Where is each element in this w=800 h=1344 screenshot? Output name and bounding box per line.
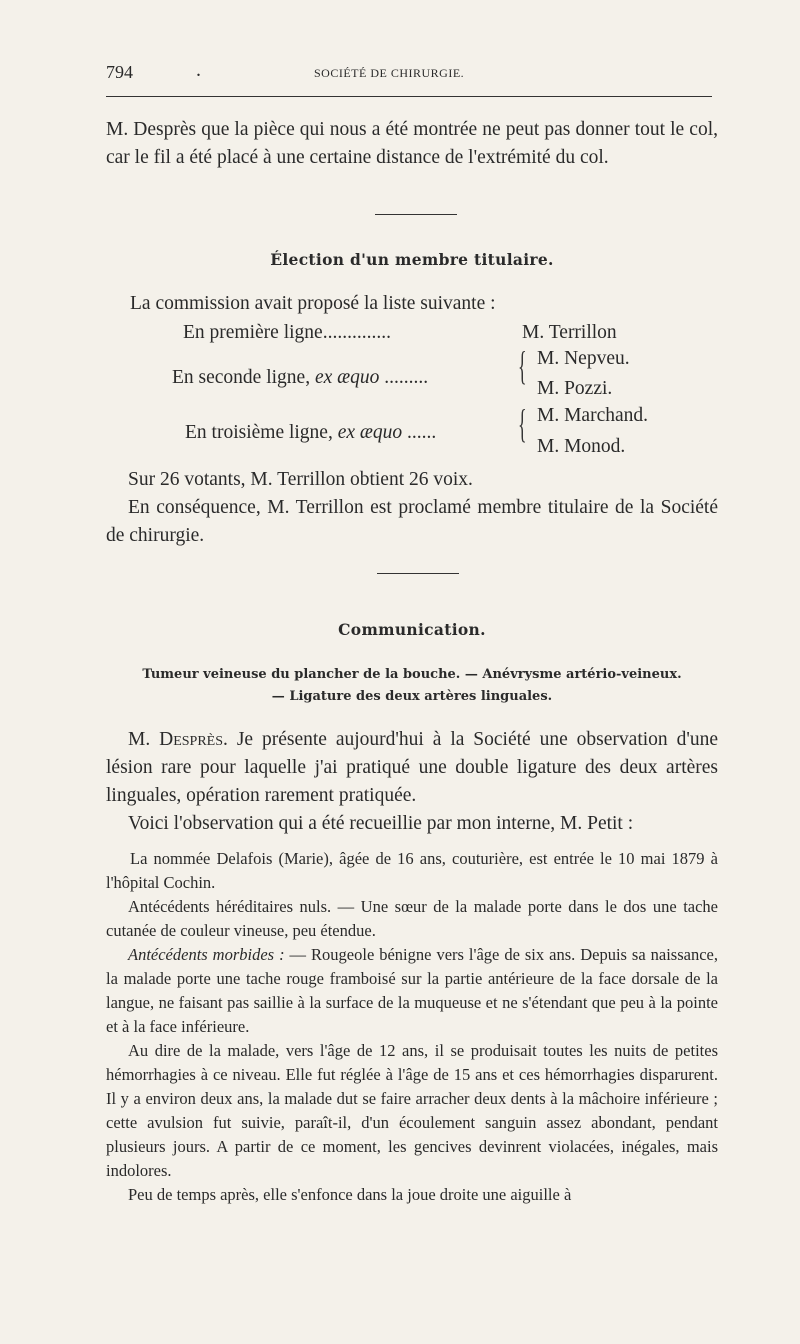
observation-paragraph: La nommée Delafois (Marie), âgée de 16 ans, couturière, est entrée le 10 mai 1879 à l'hôpital Cochin. (106, 849, 718, 892)
intro-block (106, 116, 718, 172)
row-label: En première ligne (183, 322, 323, 343)
row-dots: ......... (384, 367, 429, 388)
observation-paragraph (106, 943, 718, 1039)
page-header (106, 59, 712, 86)
list-row-third (185, 422, 436, 444)
observation-paragraph: Peu de temps après, elle s'enfonce dans la joue droite une aiguille à (128, 1185, 572, 1204)
header-dot: . (196, 59, 201, 81)
intro-paragraph: M. Desprès que la pièce qui nous a été montrée ne peut pas donner tout le col, car le fil a été placé à une certaine distance de l'extrémité du col. (106, 119, 718, 168)
communication-body (106, 726, 718, 838)
row-dots: ...... (407, 422, 437, 443)
section-divider (375, 214, 457, 215)
communication-subtitle (106, 664, 718, 708)
page-number: 794 (106, 62, 133, 82)
brace-icon: { (518, 401, 527, 446)
speaker-name: M. Desprès. (128, 729, 228, 750)
observation-paragraph: Au dire de la malade, vers l'âge de 12 ans, il se produisait toutes les nuits de petites hémorrhagies à ce niveau. Elle fut réglée à l'âge de 15 ans et ces hémorrhagies disparurent. Il y a environ deux ans, la malade dut se faire arracher deux dents à la mâchoire inférieure ; cette avulsion fut suivie, paraît-il, d'un écoulement sanguin assez abondant, pendant plusieurs jours. A partir de ce moment, les gencives devinrent violacées, inégales, mais indolores. (106, 1041, 718, 1180)
observation-intro: Voici l'observation qui a été recueillie par mon interne, M. Petit : (128, 813, 634, 834)
candidate-monod: M. Monod. (537, 436, 626, 457)
row-label: En troisième ligne, (185, 422, 333, 443)
votes-block (106, 466, 718, 550)
brace-icon: { (518, 343, 527, 388)
candidate-nepveu: M. Nepveu. (537, 348, 630, 369)
communication-title: Communication. (338, 620, 486, 639)
list-row-second (172, 367, 428, 389)
subtitle-line: — Ligature des deux artères linguales. (271, 689, 553, 704)
paragraph-text: — Rougeole bénigne vers l'âge de six ans. Depuis sa naissance, la malade porte une tache rouge framboisé sur la partie antérieure de la face dorsale de la langue, ne faisant pas saillie à la surface de la muqueuse et ne s'étendant que peu à la pointe et à la face inférieure. (106, 945, 718, 1036)
header-rule (106, 96, 712, 97)
result-paragraph: En conséquence, M. Terrillon est proclamé membre titulaire de la Société de chirurgie. (106, 497, 718, 546)
list-row-first (183, 322, 391, 344)
row-italic: ex æquo (314, 367, 380, 388)
observation-block (106, 847, 718, 1207)
election-title: Élection d'un membre titulaire. (270, 250, 554, 269)
paragraph-text: Je présente aujourd'hui à la Société une observation d'une lésion rare pour laquelle j'ai pratiqué une double ligature des deux artères linguales, opération rarement pratiquée. (106, 729, 718, 806)
candidate-terrillon: M. Terrillon (522, 322, 617, 343)
row-label: En seconde ligne, (172, 367, 311, 388)
election-lead: La commission avait proposé la liste suivante : (130, 293, 496, 314)
row-dots: .............. (322, 322, 391, 343)
observation-paragraph: Antécédents héréditaires nuls. — Une sœur de la malade porte dans le dos une tache cutanée de couleur vineuse, peu étendue. (106, 897, 718, 940)
votes-line: Sur 26 votants, M. Terrillon obtient 26 voix. (128, 469, 473, 490)
subtitle-line: Tumeur veineuse du plancher de la bouche. — Anévrysme artério-veineux. (142, 667, 682, 682)
speaker-paragraph (106, 726, 718, 810)
election-lead-block (130, 290, 690, 318)
italic-heading: Antécédents morbides : (128, 945, 285, 964)
section-divider (377, 573, 459, 574)
candidate-marchand: M. Marchand. (537, 405, 649, 426)
candidate-pozzi: M. Pozzi. (537, 378, 613, 399)
row-italic: ex æquo (337, 422, 403, 443)
running-title: SOCIÉTÉ DE CHIRURGIE. (314, 66, 465, 80)
